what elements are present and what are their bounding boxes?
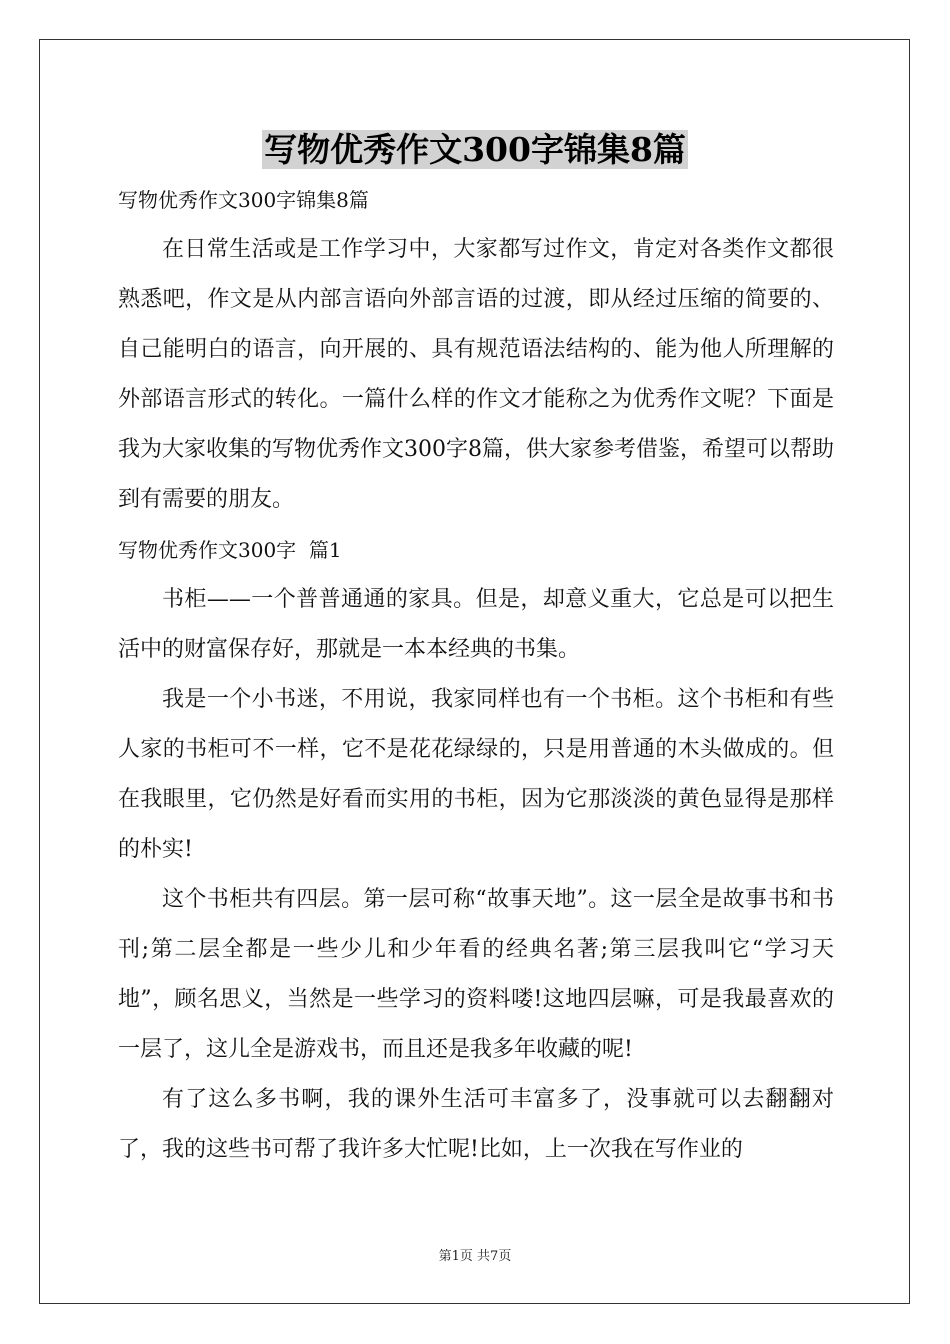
section-heading: 写物优秀作文300字 篇1 <box>118 538 342 562</box>
body-paragraph: 有了这么多书啊，我的课外生活可丰富多了，没事就可以去翻翻对了，我的这些书可帮了我许多大忙呢!比如，上一次我在写作业的 <box>118 1087 834 1162</box>
page-footer: 第1页 共7页 <box>438 1249 512 1264</box>
intro-paragraph: 在日常生活或是工作学习中，大家都写过作文，肯定对各类作文都很熟悉吧，作文是从内部言语向外部言语的过渡，即从经过压缩的简要的、自己能明白的语言，向开展的、具有规范语法结构的、能为他人所理解的外部语言形式的转化。一篇什么样的作文才能称之为优秀作文呢？下面是我为大家收集的写物优秀作文300字8篇，供大家参考借鉴，希望可以帮助到有需要的朋友。 <box>118 237 834 512</box>
document-title-text: 写物优秀作文300字锦集8篇 <box>264 130 686 169</box>
document-subtitle: 写物优秀作文300字锦集8篇 <box>118 188 369 212</box>
body-paragraph: 我是一个小书迷，不用说，我家同样也有一个书柜。这个书柜和有些人家的书柜可不一样，它不是花花绿绿的，只是用普通的木头做成的。但在我眼里，它仍然是好看而实用的书柜，因为它那淡淡的黄色显得是那样的朴实! <box>118 687 834 862</box>
document-title <box>0 124 950 176</box>
document-body <box>118 175 834 1175</box>
body-paragraph: 书柜——一个普普通通的家具。但是，却意义重大，它总是可以把生活中的财富保存好，那就是一本本经典的书集。 <box>118 587 834 662</box>
body-paragraph: 这个书柜共有四层。第一层可称“故事天地”。这一层全是故事书和书刊;第二层全都是一些少儿和少年看的经典名著;第三层我叫它“学习天地”，顾名思义，当然是一些学习的资料喽!这地四层嘛，可是我最喜欢的一层了，这儿全是游戏书，而且还是我多年收藏的呢! <box>118 887 834 1062</box>
